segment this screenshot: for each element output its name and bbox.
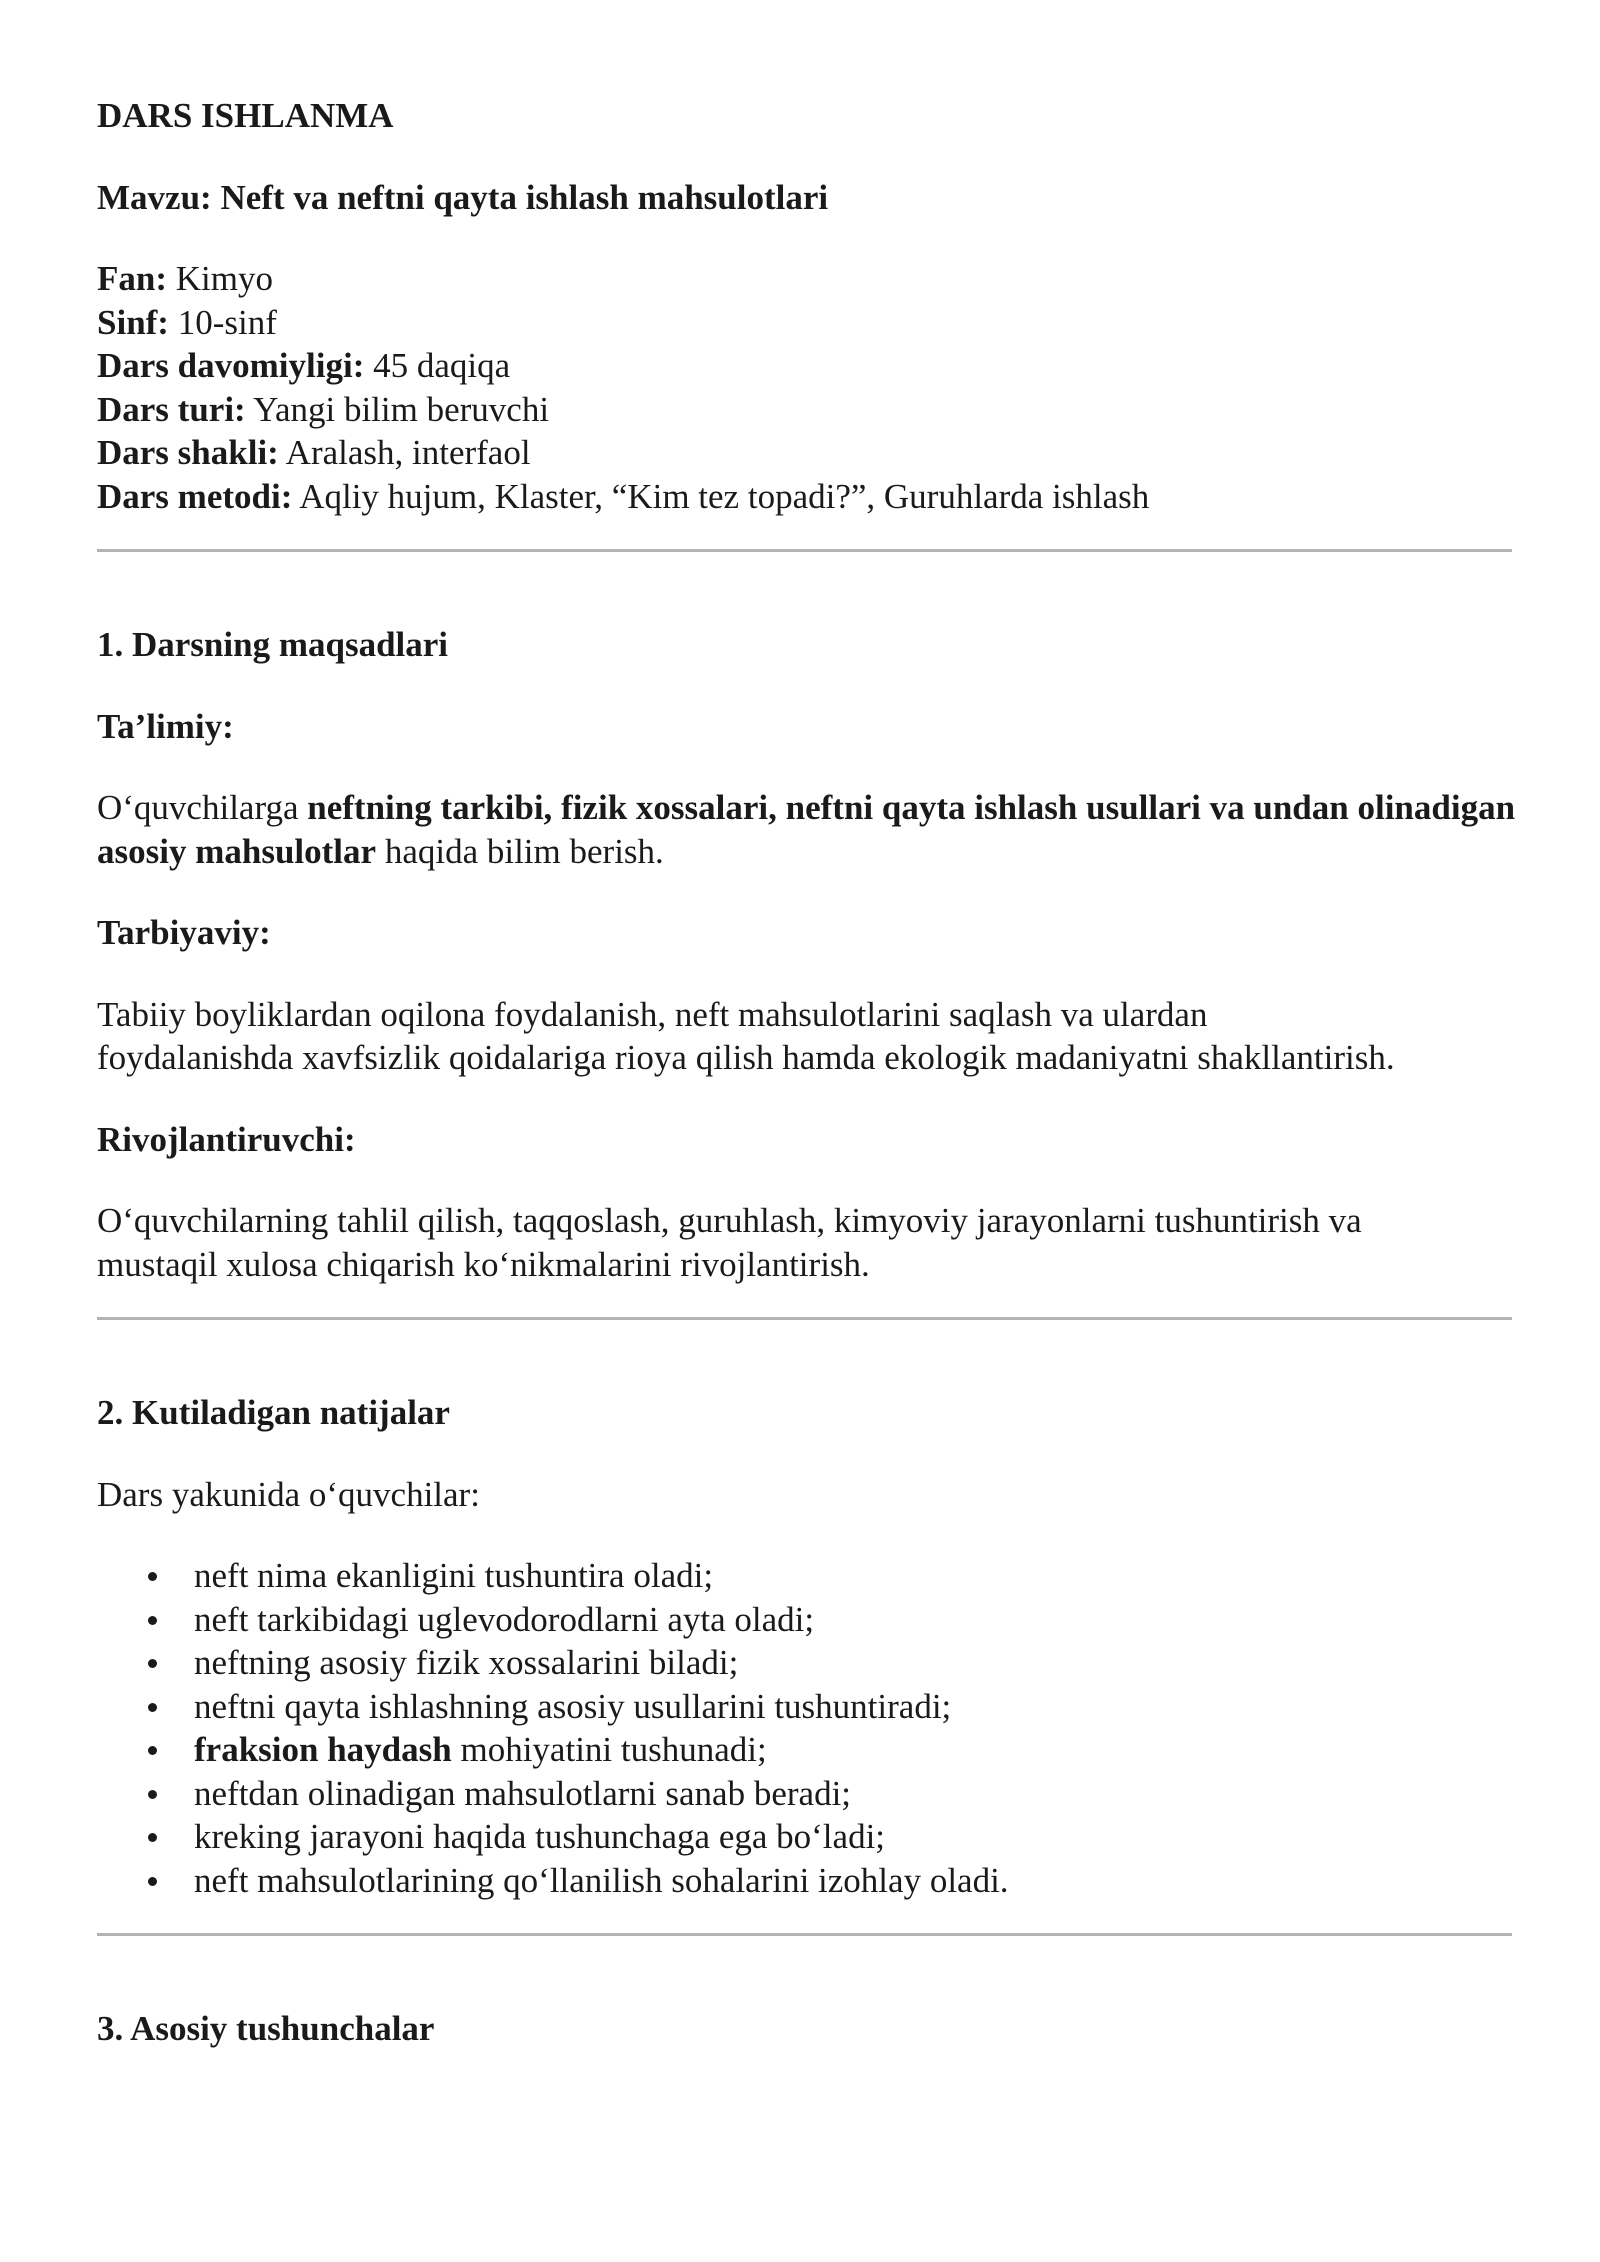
list-item xyxy=(194,1772,1517,1816)
meta-duration-label: Dars davomiyligi: xyxy=(97,346,365,385)
meta-grade-label: Sinf: xyxy=(97,302,169,342)
meta-type-value: Yangi bilim beruvchi xyxy=(253,389,550,429)
meta-form-value: Aralash, interfaol xyxy=(285,433,531,472)
goal-educational-heading: Ta’limiy: xyxy=(97,706,234,746)
list-item-text: neft nima ekanligini tushuntira oladi; xyxy=(194,1556,714,1595)
section-2-heading: 2. Kutiladigan natijalar xyxy=(97,1393,450,1432)
list-item-bold: fraksion haydash xyxy=(194,1730,452,1769)
document-title: DARS ISHLANMA xyxy=(97,96,394,135)
list-item-text: mohiyatini tushunadi; xyxy=(451,1730,767,1769)
section-divider xyxy=(97,1933,1512,1936)
goal-developmental-heading: Rivojlantiruvchi: xyxy=(97,1119,356,1159)
list-item-text: neftdan olinadigan mahsulotlarni sanab beradi; xyxy=(194,1773,852,1813)
list-item xyxy=(194,1598,1517,1642)
list-item-text: kreking jarayoni haqida tushunchaga ega bo‘ladi; xyxy=(194,1817,886,1856)
meta-form xyxy=(97,431,1517,475)
goal-developmental-line-1: O‘quvchilarning tahlil qilish, taqqoslash, guruhlash, kimyoviy jarayonlarni tushuntirish va xyxy=(97,1201,1362,1240)
list-item xyxy=(194,1815,1517,1859)
topic-line xyxy=(97,176,1517,220)
list-item xyxy=(194,1641,1517,1685)
list-item-text: neft mahsulotlarining qo‘llanilish sohalarini izohlay oladi. xyxy=(194,1860,1009,1900)
list-item-text: neftni qayta ishlashning asosiy usullarini tushuntiradi; xyxy=(194,1686,952,1726)
meta-duration xyxy=(97,344,1517,388)
meta-subject xyxy=(97,257,1517,301)
list-item xyxy=(194,1685,1517,1729)
goal-educational-text-bold: neftning tarkibi, fizik xossalari, neftni qayta ishlash usullari va undan olinadigan asosiy mahsulotlar xyxy=(97,788,1516,871)
topic-label: Mavzu: xyxy=(97,177,212,217)
meta-subject-label: Fan: xyxy=(97,259,167,298)
goal-upbringing-text xyxy=(97,993,1517,1080)
section-1-heading: 1. Darsning maqsadlari xyxy=(97,625,449,664)
list-item xyxy=(194,1859,1517,1903)
outcomes-intro: Dars yakunida o‘quvchilar: xyxy=(97,1474,480,1514)
meta-method-label: Dars metodi: xyxy=(97,476,293,516)
goal-upbringing-heading: Tarbiyaviy: xyxy=(97,913,271,952)
document-content xyxy=(97,94,1517,2051)
meta-type-label: Dars turi: xyxy=(97,389,246,429)
meta-form-label: Dars shakli: xyxy=(97,433,279,472)
section-divider xyxy=(97,549,1512,552)
goal-educational-text xyxy=(97,786,1517,873)
lesson-meta xyxy=(97,257,1517,518)
goal-upbringing-line-1: Tabiiy boyliklardan oqilona foydalanish, neft mahsulotlarini saqlash va ulardan xyxy=(97,994,1208,1034)
meta-grade xyxy=(97,301,1517,345)
outcomes-list xyxy=(97,1554,1517,1902)
goal-educational-text-end: haqida bilim berish. xyxy=(376,831,664,871)
list-item-text: neftning asosiy fizik xossalarini biladi; xyxy=(194,1643,739,1682)
goal-educational-text-start: O‘quvchilarga xyxy=(97,788,308,827)
meta-grade-value: 10-sinf xyxy=(177,302,277,342)
section-3-heading: 3. Asosiy tushunchalar xyxy=(97,2009,435,2048)
goal-upbringing-line-2: foydalanishda xavfsizlik qoidalariga rioya qilish hamda ekologik madaniyatni shakllantirish. xyxy=(97,1038,1395,1077)
meta-method xyxy=(97,475,1517,519)
meta-method-value: Aqliy hujum, Klaster, “Kim tez topadi?”, Guruhlarda ishlash xyxy=(299,476,1150,516)
list-item xyxy=(194,1728,1517,1772)
goal-developmental-line-2: mustaqil xulosa chiqarish ko‘nikmalarini rivojlantirish. xyxy=(97,1244,870,1284)
goal-developmental-text xyxy=(97,1199,1517,1286)
meta-type xyxy=(97,388,1517,432)
section-divider xyxy=(97,1317,1512,1320)
meta-subject-value: Kimyo xyxy=(175,259,273,298)
meta-duration-value: 45 daqiqa xyxy=(373,346,511,385)
list-item xyxy=(194,1554,1517,1598)
list-item-text: neft tarkibidagi uglevodorodlarni ayta oladi; xyxy=(194,1599,815,1639)
topic-value: Neft va neftni qayta ishlash mahsulotlari xyxy=(220,177,829,217)
